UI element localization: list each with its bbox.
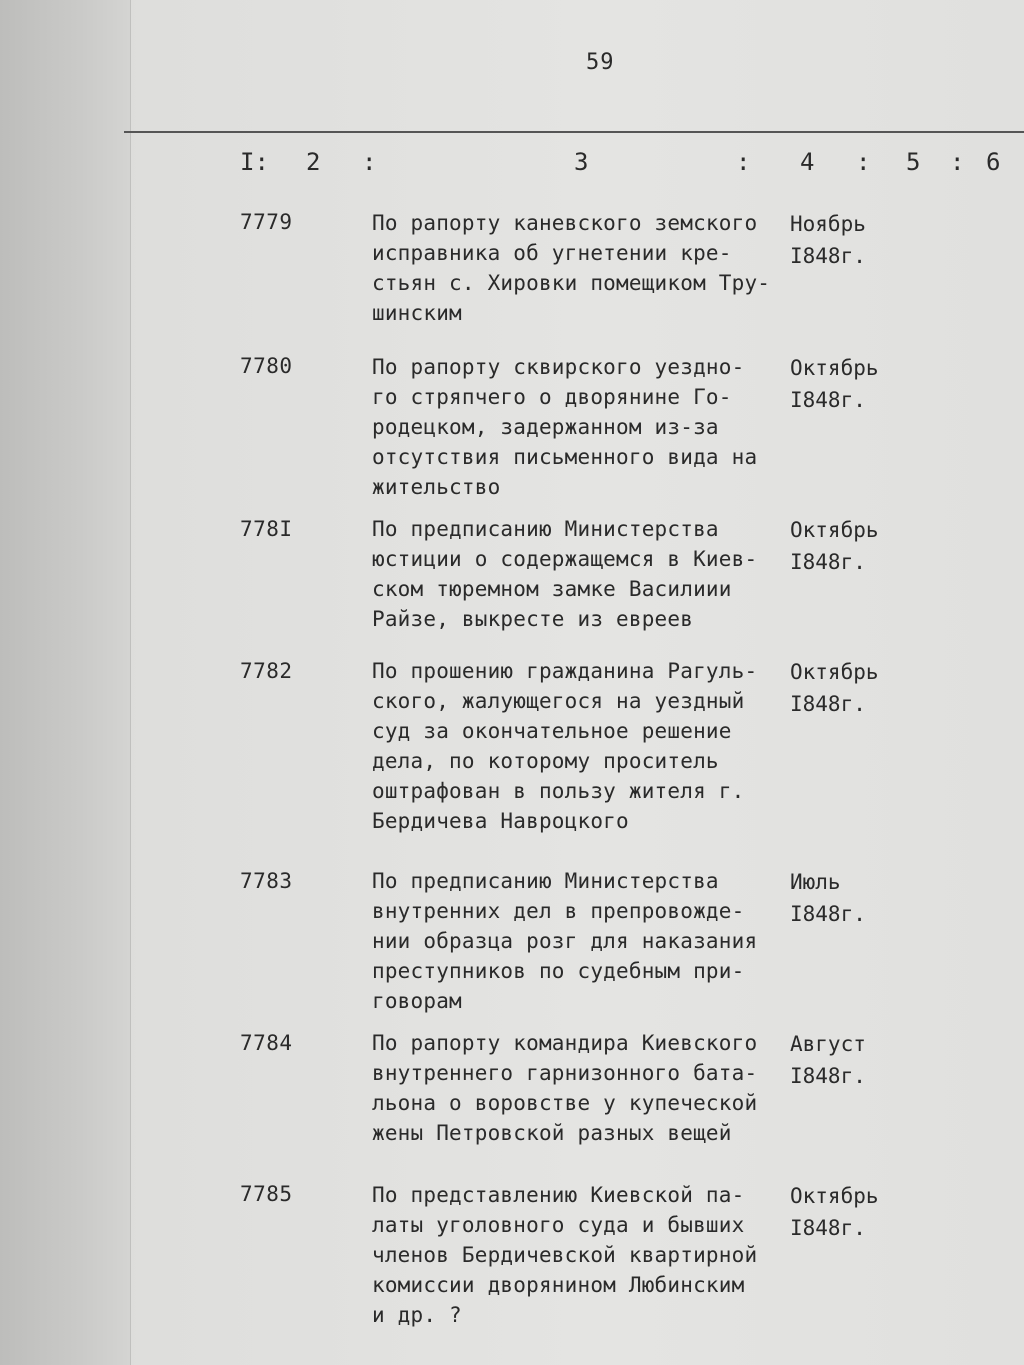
column-1-label: I:: [240, 148, 269, 176]
column-separator: :: [950, 148, 965, 176]
entry-year: I848г.: [790, 1216, 866, 1240]
description-line: го стряпчего о дворянине Го-: [372, 385, 732, 409]
description-line: По рапорту командира Киевского: [372, 1031, 758, 1055]
entry-date: [790, 1028, 866, 1092]
description-line: родецком, задержанном из-за: [372, 415, 719, 439]
entry-month: Ноябрь: [790, 212, 866, 236]
description-line: По предписанию Министерства: [372, 869, 719, 893]
description-line: По рапорту каневского земского: [372, 211, 758, 235]
description-line: По представлению Киевской па-: [372, 1183, 745, 1207]
description-line: преступников по судебным при-: [372, 959, 745, 983]
description-line: юстиции о содержащемся в Киев-: [372, 547, 758, 571]
entry-year: I848г.: [790, 244, 866, 268]
entry-month: Октябрь: [790, 518, 879, 542]
entry-month: Октябрь: [790, 660, 879, 684]
description-line: жены Петровской разных вещей: [372, 1121, 732, 1145]
column-separator: :: [856, 148, 871, 176]
entry-number: 7783: [240, 869, 293, 893]
entry-number: 7782: [240, 659, 293, 683]
description-line: По прошению гражданина Рагуль-: [372, 659, 758, 683]
entry-date: [790, 866, 866, 930]
entry-year: I848г.: [790, 692, 866, 716]
entry-description: [372, 208, 792, 328]
previous-page-edge: [0, 0, 131, 1365]
entry-month: Август: [790, 1032, 866, 1056]
description-line: льона о воровстве у купеческой: [372, 1091, 758, 1115]
entry-description: [372, 656, 792, 836]
description-line: Райзе, выкресте из евреев: [372, 607, 694, 631]
description-line: стьян с. Хировки помещиком Тру-: [372, 271, 771, 295]
entry-year: I848г.: [790, 902, 866, 926]
entry-year: I848г.: [790, 388, 866, 412]
column-2-label: 2: [306, 148, 321, 176]
entry-date: [790, 352, 879, 416]
column-separator: :: [736, 148, 751, 176]
entry-date: [790, 656, 879, 720]
entry-number: 778I: [240, 517, 293, 541]
description-line: нии образца розг для наказания: [372, 929, 758, 953]
entry-number: 7780: [240, 354, 293, 378]
description-line: ском тюремном замке Василиии: [372, 577, 732, 601]
description-line: По рапорту сквирского уездно-: [372, 355, 745, 379]
entry-description: [372, 352, 792, 502]
description-line: По предписанию Министерства: [372, 517, 719, 541]
entry-number: 7784: [240, 1031, 293, 1055]
entry-date: [790, 208, 866, 272]
entry-description: [372, 1028, 792, 1148]
description-line: суд за окончательное решение: [372, 719, 732, 743]
description-line: внутренних дел в препровожде-: [372, 899, 745, 923]
entry-description: [372, 1180, 792, 1330]
description-line: комиссии дворянином Любинским: [372, 1273, 745, 1297]
entry-date: [790, 514, 879, 578]
entry-description: [372, 866, 792, 1016]
description-line: латы уголовного суда и бывших: [372, 1213, 745, 1237]
entry-month: Октябрь: [790, 1184, 879, 1208]
description-line: жительство: [372, 475, 501, 499]
column-6-label: 6: [986, 148, 1001, 176]
description-line: внутреннего гарнизонного бата-: [372, 1061, 758, 1085]
description-line: отсутствия письменного вида на: [372, 445, 758, 469]
page-number: 59: [586, 50, 615, 75]
description-line: шинским: [372, 301, 462, 325]
description-line: говорам: [372, 989, 462, 1013]
entry-month: Июль: [790, 870, 841, 894]
description-line: членов Бердичевской квартирной: [372, 1243, 758, 1267]
description-line: дела, по которому проситель: [372, 749, 719, 773]
description-line: исправника об угнетении кре-: [372, 241, 732, 265]
header-rule: [124, 131, 1024, 133]
description-line: Бердичева Навроцкого: [372, 809, 629, 833]
entry-number: 7779: [240, 210, 293, 234]
column-separator: :: [362, 148, 377, 176]
entry-description: [372, 514, 792, 634]
column-4-label: 4: [800, 148, 815, 176]
entry-year: I848г.: [790, 1064, 866, 1088]
column-5-label: 5: [906, 148, 921, 176]
description-line: ского, жалующегося на уездный: [372, 689, 745, 713]
entry-month: Октябрь: [790, 356, 879, 380]
entry-date: [790, 1180, 879, 1244]
entry-year: I848г.: [790, 550, 866, 574]
column-3-label: 3: [574, 148, 589, 176]
entry-number: 7785: [240, 1182, 293, 1206]
description-line: оштрафован в пользу жителя г.: [372, 779, 745, 803]
description-line: и др. ?: [372, 1303, 462, 1327]
